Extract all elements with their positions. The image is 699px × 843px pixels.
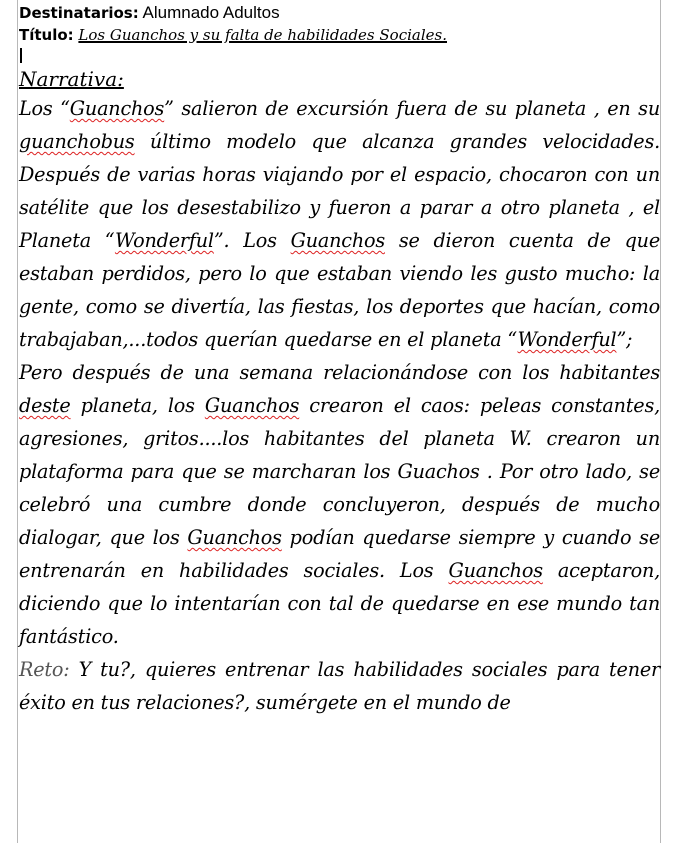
misspelled-word[interactable]: Guanchos	[290, 229, 385, 252]
misspelled-word[interactable]: Guanchos	[187, 526, 282, 549]
misspelled-word[interactable]: Guanchos	[204, 394, 300, 417]
paragraph-1	[19, 92, 660, 356]
text-segment: Pero después de una semana relacionándose con los habitantes	[19, 361, 660, 384]
text-segment: ”. Los	[213, 229, 291, 252]
paragraph-3	[19, 653, 660, 719]
narrative-body[interactable]	[19, 92, 660, 719]
text-segment: crearon el caos: peleas constantes, agresiones, gritos....los habitantes del planeta W. crearon un plataforma para que se marcharan los Guachos . Por otro lado, se celebró una cumbre donde concluyeron, después de mucho dialogar, que los	[19, 394, 660, 549]
text-segment: planeta, los	[70, 394, 205, 417]
recipients-label: Destinatarios:	[19, 4, 139, 22]
misspelled-word[interactable]: Wonderful	[114, 229, 214, 252]
misspelled-word[interactable]: deste	[19, 394, 71, 417]
narrative-heading: Narrativa:	[19, 67, 124, 91]
text-segment: ”;	[616, 328, 633, 351]
empty-line[interactable]	[19, 46, 660, 66]
misspelled-word[interactable]: guanchobus	[19, 130, 135, 153]
paragraph-2	[19, 356, 660, 653]
misspelled-word[interactable]: Guanchos	[69, 97, 165, 120]
text-segment: se dieron cuenta de que estaban perdidos, pero lo que estaban viendo les gusto mucho: la gente, como se divertía, las fiestas, los deportes que hacían, como trabajaban,...todos querían quedarse en el planeta “	[19, 229, 660, 351]
text-segment: Los “	[19, 97, 70, 120]
recipients-line	[19, 2, 660, 24]
title-label: Título:	[19, 26, 74, 44]
document-content[interactable]	[19, 2, 660, 719]
text-segment: aceptaron, diciendo que lo intentarían con tal de quedarse en ese mundo tan fantástico.	[19, 559, 661, 648]
title-line	[19, 24, 660, 46]
misspelled-word[interactable]: Guanchos	[448, 559, 543, 582]
misspelled-word[interactable]: Wonderful	[517, 328, 617, 351]
text-segment: podían quedarse siempre y cuando se entrenarán en habilidades sociales. Los	[19, 526, 660, 582]
text-cursor	[20, 48, 22, 63]
text-segment: Y tu?, quieres entrenar las habilidades sociales para tener éxito en tus relaciones?, sumérgete en el mundo de	[19, 658, 660, 714]
text-segment: ” salieron de excursión fuera de su planeta , en su	[164, 97, 660, 120]
recipients-value: Alumnado Adultos	[142, 3, 280, 22]
text-segment: último modelo que alcanza grandes velocidades. Después de varias horas viajando por el espacio, chocaron con un satélite que los desestabilizo y fueron a parar a otro planeta , el Planeta “	[19, 130, 660, 252]
reto-label: Reto:	[19, 658, 70, 681]
title-value: Los Guanchos y su falta de habilidades Sociales.	[78, 26, 447, 44]
document-page[interactable]	[17, 0, 661, 843]
